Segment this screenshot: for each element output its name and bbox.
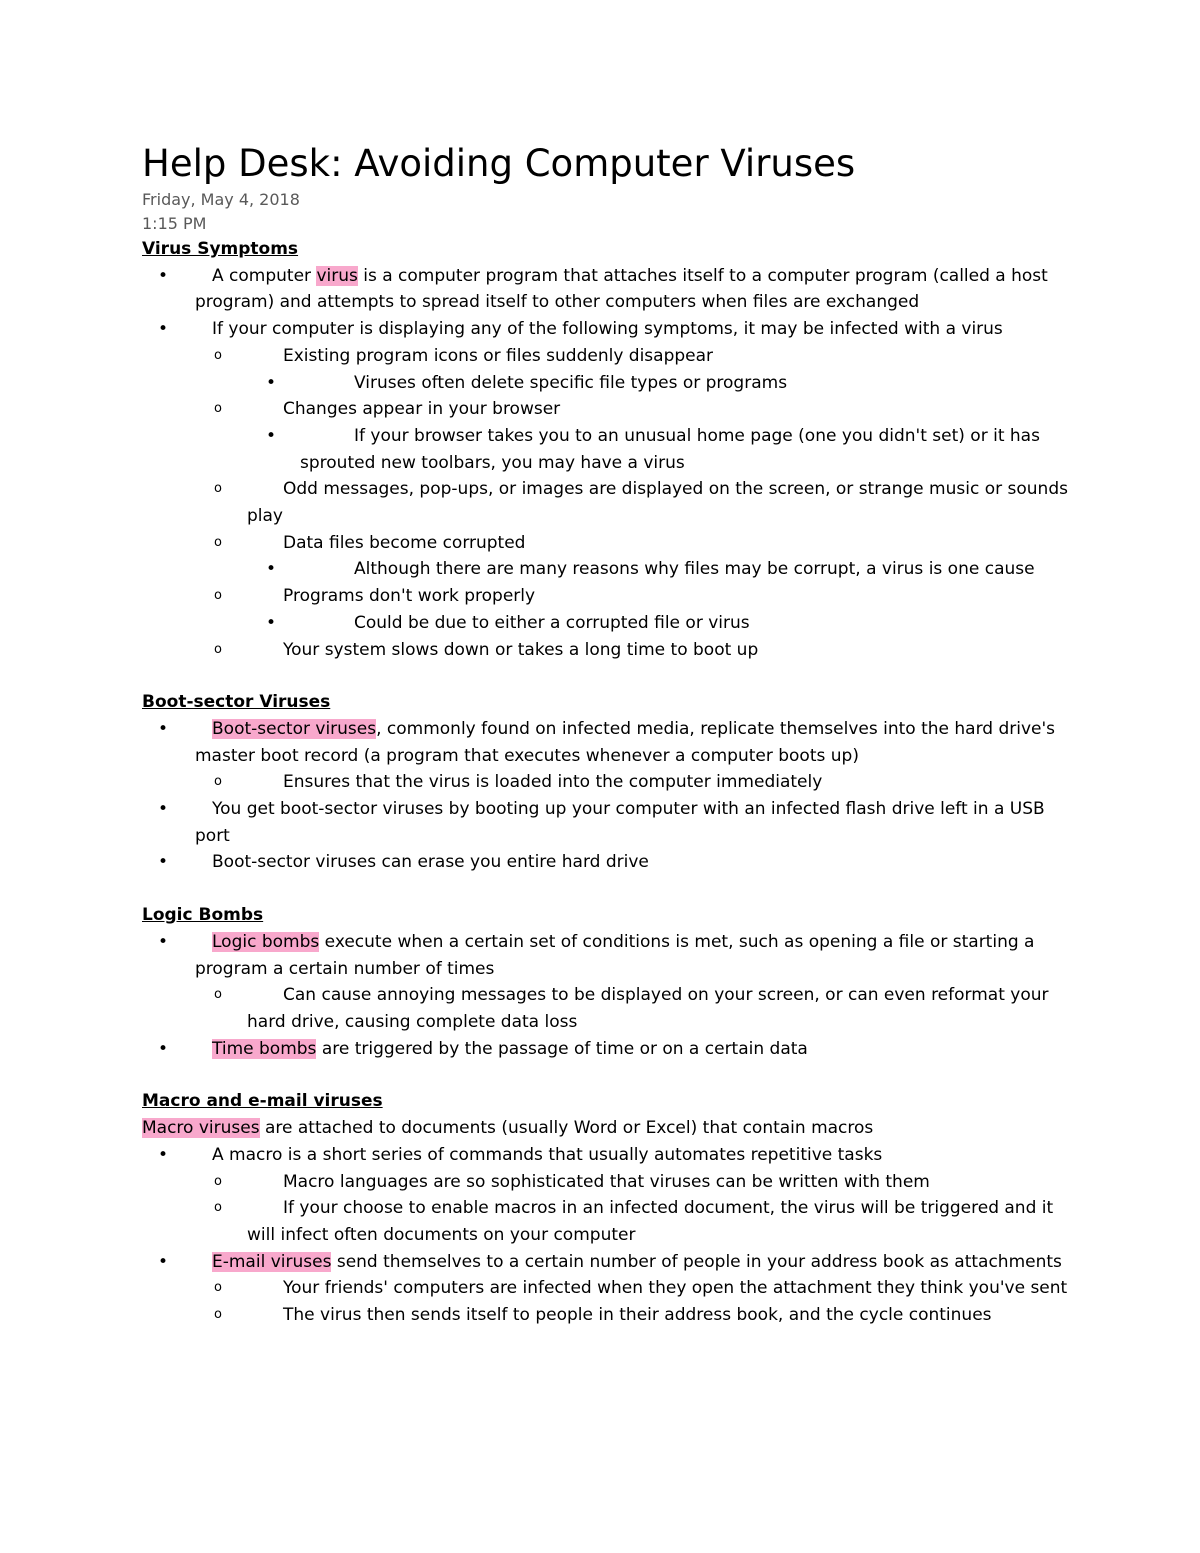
note-date: Friday, May 4, 2018 [142,190,300,209]
list-item: • Time bombs are triggered by the passage of time or on a certain data [142,1036,1072,1063]
hollow-bullet-icon: o [214,401,222,417]
list-item: • E-mail viruses send themselves to a certain number of people in your address book as attachments [142,1249,1072,1276]
note-content [142,236,1072,1329]
highlighted-term: virus [316,265,358,286]
bullet-icon: • [158,319,169,340]
list-item: o Programs don't work properly [142,583,1072,610]
list-item: • You get boot-sector viruses by booting up your computer with an infected flash drive left in a USB port [142,796,1072,849]
list-item: • A macro is a short series of commands that usually automates repetitive tasks [142,1142,1072,1169]
list-item: o If your choose to enable macros in an infected document, the virus will be triggered and it will infect often documents on your computer [142,1195,1072,1248]
list-item: • Could be due to either a corrupted file or virus [142,610,1072,637]
highlighted-term: Macro viruses [142,1118,260,1139]
blank-line [142,876,1072,902]
list-item: o Can cause annoying messages to be displayed on your screen, or can even reformat your hard drive, causing complete data loss [142,982,1072,1035]
list-item: o Existing program icons or files suddenly disappear [142,343,1072,370]
bullet-icon: • [266,612,277,633]
list-item: • Boot-sector viruses can erase you entire hard drive [142,849,1072,876]
section-heading-virus-symptoms: Virus Symptoms [142,239,299,259]
hollow-bullet-icon: o [214,1200,222,1216]
list-item: o Your system slows down or takes a long time to boot up [142,637,1072,664]
bullet-icon: • [266,425,277,446]
highlighted-term: E-mail viruses [212,1251,332,1272]
highlighted-term: Boot-sector viruses [212,718,377,739]
hollow-bullet-icon: o [214,987,222,1003]
hollow-bullet-icon: o [214,534,222,550]
paragraph: Macro viruses are attached to documents (usually Word or Excel) that contain macros [142,1118,874,1139]
list-item: • Boot-sector viruses, commonly found on infected media, replicate themselves into the hard drive's master boot record (a program that executes whenever a computer boots up) [142,716,1072,769]
section-heading-boot-sector: Boot-sector Viruses [142,692,331,713]
blank-line [142,663,1072,689]
hollow-bullet-icon: o [214,774,222,790]
list-item: o Data files become corrupted [142,530,1072,557]
bullet-icon: • [158,265,169,286]
hollow-bullet-icon: o [214,1307,222,1323]
section-heading-macro-email: Macro and e-mail viruses [142,1091,383,1112]
list-item: o Macro languages are so sophisticated that viruses can be written with them [142,1169,1072,1196]
bullet-icon: • [158,799,169,820]
highlighted-term: Time bombs [212,1038,317,1059]
list-item: • Although there are many reasons why files may be corrupt, a virus is one cause [142,556,1072,583]
list-item: o Changes appear in your browser [142,396,1072,423]
list-item: • Logic bombs execute when a certain set of conditions is met, such as opening a file or starting a program a certain number of times [142,929,1072,982]
bullet-icon: • [158,1144,169,1165]
note-time: 1:15 PM [142,214,207,233]
list-item: • A computer virus is a computer program that attaches itself to a computer program (called a host program) and attempts to spread itself to other computers when files are exchanged [142,263,1072,316]
section-heading-logic-bombs: Logic Bombs [142,905,264,926]
list-item: o Ensures that the virus is loaded into the computer immediately [142,769,1072,796]
list-item: • If your browser takes you to an unusual home page (one you didn't set) or it has sprouted new toolbars, you may have a virus [142,423,1072,476]
list-item: • Viruses often delete specific file types or programs [142,370,1072,397]
bullet-icon: • [158,852,169,873]
blank-line [142,1062,1072,1088]
bullet-icon: • [158,1038,169,1059]
hollow-bullet-icon: o [214,347,222,363]
bullet-icon: • [158,931,169,952]
highlighted-term: Logic bombs [212,931,320,952]
bullet-icon: • [158,718,169,739]
page-title: Help Desk: Avoiding Computer Viruses [142,142,856,185]
hollow-bullet-icon: o [214,1280,222,1296]
bullet-icon: • [266,372,277,393]
list-item: o Odd messages, pop-ups, or images are displayed on the screen, or strange music or sounds play [142,476,1072,529]
list-item: o The virus then sends itself to people in their address book, and the cycle continues [142,1302,1072,1329]
hollow-bullet-icon: o [214,641,222,657]
list-item: • If your computer is displaying any of the following symptoms, it may be infected with a virus [142,316,1072,343]
hollow-bullet-icon: o [214,481,222,497]
list-item: o Your friends' computers are infected when they open the attachment they think you've sent [142,1275,1072,1302]
hollow-bullet-icon: o [214,1173,222,1189]
hollow-bullet-icon: o [214,588,222,604]
bullet-icon: • [266,559,277,580]
bullet-icon: • [158,1251,169,1272]
